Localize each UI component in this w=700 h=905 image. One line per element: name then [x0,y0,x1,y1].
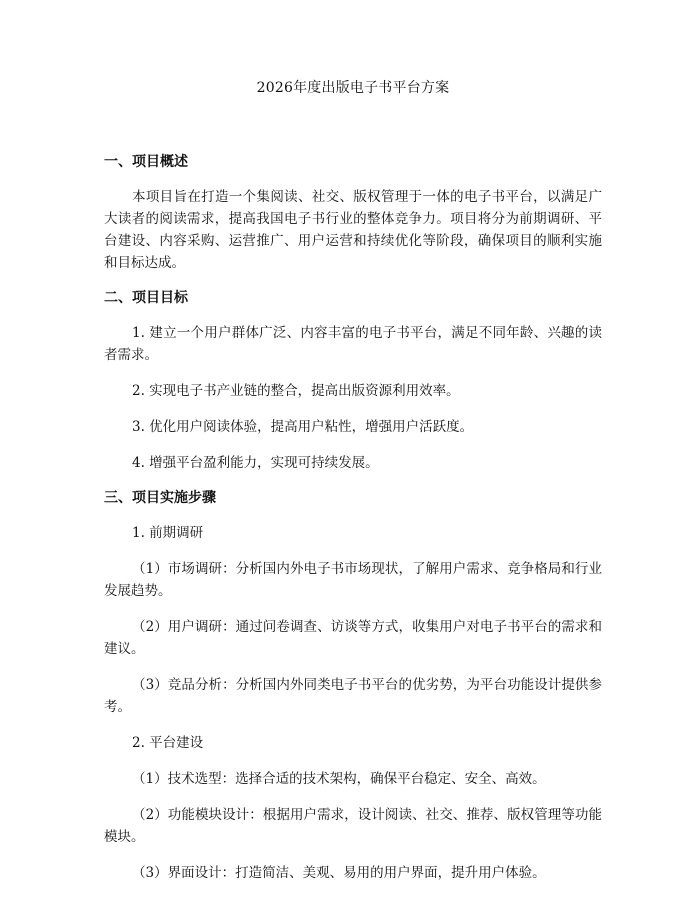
paragraph: 本项目旨在打造一个集阅读、社交、版权管理于一体的电子书平台，以满足广大读者的阅读需求，提高我国电子书行业的整体竞争力。项目将分为前期调研、平台建设、内容采购、运营推广、用户运营和持续优化等阶段，确保项目的顺利实施和目标达成。 [104,189,602,271]
section-heading: 二、项目目标 [104,290,188,306]
step-item: （2）功能模块设计：根据用户需求，设计阅读、社交、推荐、版权管理等功能模块。 [104,807,602,845]
goal-item: 3. 优化用户阅读体验，提高用户粘性，增强用户活跃度。 [132,419,474,435]
step-heading: 1. 前期调研 [132,525,204,541]
step-item: （1）市场调研：分析国内外电子书市场现状，了解用户需求、竞争格局和行业发展趋势。 [104,561,602,599]
section-heading: 三、项目实施步骤 [104,490,216,506]
step-item: （3）界面设计：打造简洁、美观、易用的用户界面，提升用户体验。 [132,865,546,881]
section-implementation [104,488,602,884]
goal-item: 1. 建立一个用户群体广泛、内容丰富的电子书平台，满足不同年龄、兴趣的读者需求。 [104,325,602,363]
section-heading: 一、项目概述 [104,154,188,170]
goal-item: 2. 实现电子书产业链的整合，提高出版资源利用效率。 [132,383,460,399]
step-item: （2）用户调研：通过问卷调查、访谈等方式，收集用户对电子书平台的需求和建议。 [104,619,602,657]
document-title: 2026年度出版电子书平台方案 [256,80,450,96]
step-item: （1）技术选型：选择合适的技术架构，确保平台稳定、安全、高效。 [132,771,546,787]
document-body [104,78,602,898]
section-goals [104,288,602,474]
goal-item: 4. 增强平台盈利能力，实现可持续发展。 [132,455,379,471]
step-heading: 2. 平台建设 [132,735,204,751]
step-item: （3）竞品分析：分析国内外同类电子书平台的优劣势，为平台功能设计提供参考。 [104,677,602,715]
section-overview [104,152,602,274]
